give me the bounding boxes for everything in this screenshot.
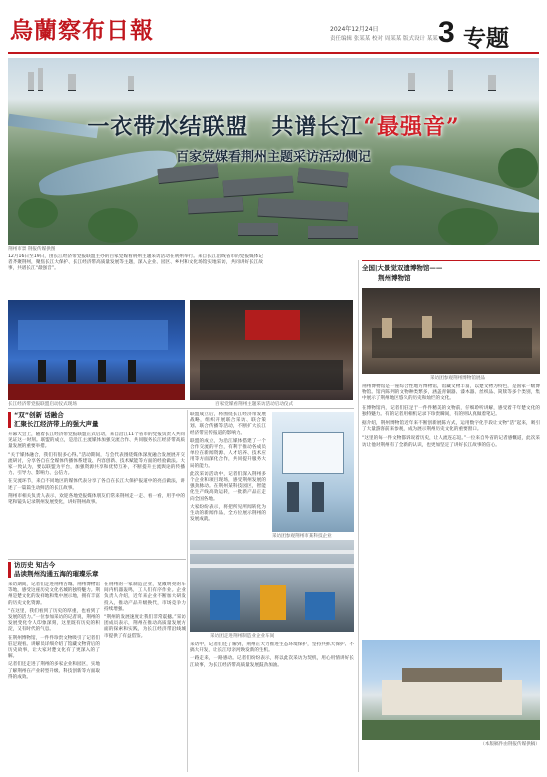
right-section-body bbox=[362, 384, 540, 684]
lab-photo bbox=[272, 412, 354, 532]
hero-headline bbox=[8, 110, 539, 141]
footer-note: （本版稿件由荆报传媒供稿） bbox=[480, 742, 540, 747]
meeting-photo bbox=[190, 300, 353, 400]
section-title: 专题 bbox=[463, 26, 509, 52]
column3b-paragraph: 一路走来，一路感动。记者们纷纷表示，将以此次采访为契机，用心用情讲好长江故事，为长江经济带高质量发展鼓劲加油。 bbox=[190, 656, 354, 668]
column2b-body bbox=[104, 582, 186, 772]
column2b-paragraph: “荆州的发展速度让我们非常震撼。”采访团成员表示，荆州在推动高质量发展方面的探索和实践，为长江经济带沿线城市提供了有益借鉴。 bbox=[104, 615, 186, 639]
right-paragraph: “这里的每一件文物都诉说着历史，让人流连忘返。”一位来自外省的记者感慨道，此次采访让他对荆州有了全新的认识，也更加坚定了讲好长江故事的信心。 bbox=[362, 436, 540, 448]
right-paragraph: 荆州博物馆是一座综合性地方博物馆，馆藏文物丰富，以楚文物为特色，是国家一级博物馆。馆内陈列的文物种类繁多，涵盖青铜器、漆木器、丝织品、简牍等多个类别，集中展示了荆州地区悠久的历史和灿烂的文化。 bbox=[362, 384, 540, 402]
right-paragraph: 在博物馆内，记者们驻足于一件件精美的文物前，仔细聆听讲解，感受着千年楚文化的独特魅力。有的记者用相机记录下珍贵瞬间，有的则认真做着笔记。 bbox=[362, 405, 540, 417]
factory-caption: 采访团走进荆州制造业企业车间 bbox=[210, 634, 275, 639]
hero-photo bbox=[8, 58, 539, 245]
section1-title: “双”创新 话融合 bbox=[14, 411, 64, 419]
masthead bbox=[0, 0, 547, 56]
newspaper-title: 烏蘭察布日報 bbox=[10, 17, 154, 44]
editor-credits: 责任编辑 张某某 校对 周某某 版式设计 某某 bbox=[330, 36, 438, 42]
column-divider bbox=[187, 410, 188, 772]
hero-headline-main: 一衣带水结联盟 共谱长江 bbox=[87, 114, 364, 140]
issue-date: 2024年12月24日 bbox=[330, 26, 379, 33]
section2-title: 访历史 知古今 bbox=[14, 561, 56, 569]
column3b-paragraph: 采访中，记者们还了解到，荆州正大力推进生态环境保护，坚持共抓大保护、不搞大开发，让长江母亲河焕发新的生机。 bbox=[190, 642, 354, 654]
right-section-title-line1: 全国|大景觉双遗博物馆—— bbox=[362, 264, 443, 272]
column2-paragraph: 此次采访活动中，记者们深入荆州多个企业和项目现场，感受荆州发展的强劲脉动。在荆州某科技园区，智能化生产线高效运转，一批新产品正走向全国各地。 bbox=[190, 471, 266, 502]
column2-body bbox=[190, 412, 266, 537]
section1-body bbox=[8, 432, 185, 557]
page-number: 3 bbox=[438, 16, 455, 49]
column2-paragraph: 大家纷纷表示，将把所见所闻转化为生动的新闻作品，全方位展示荆州的发展成就。 bbox=[190, 504, 266, 523]
stage-caption: 长江经济带党报联盟启动仪式现场 bbox=[8, 402, 77, 407]
section1-paragraph: 荆州市相关负责人表示，欢迎各地党报媒体朋友们常来荆州走一走、看一看，用手中的笔和镜头记录荆州发展变化，讲好荆州故事。 bbox=[8, 493, 185, 506]
section1-paragraph: 开幕大会上，随着长江经济带党报联盟正式启动，来自沿江11个省市的党报负责人共同见证这一时刻。联盟的成立，是沿江主流媒体加强交流合作、共同服务长江经济带高质量发展的重要举措。 bbox=[8, 432, 185, 450]
museum-photo bbox=[362, 288, 540, 374]
stage-photo bbox=[8, 300, 185, 400]
section2-marker bbox=[8, 562, 11, 578]
meeting-caption: 百家党媒看荆州主题采访活动启动仪式 bbox=[215, 402, 294, 407]
hero-subheadline: 百家党媒看荆州主题采访活动侧记 bbox=[175, 150, 371, 165]
museum-caption: 采访团参观荆州博物馆展品 bbox=[430, 376, 486, 381]
museum-building-photo bbox=[362, 640, 540, 740]
column2-paragraph: 联盟成立后，将围绕长江经济带发展战略，组织开展联合采访、联合策划、联合传播等活动，不断扩大长江经济带宣传报道的影响力。 bbox=[190, 412, 266, 436]
intro-paragraph: 12月16日至19日，由长江经济带党报联盟主办的百家党媒看荆州主题采访活动在荆州举行。来自长江沿线省市的党报媒体记者齐聚荆州，聚焦长江大保护、长江经济带高质量发展等主题，深入企业、园区、乡村和文化场馆实地采访，共同讲好长江故事，共谱长江“最强音”。 bbox=[8, 254, 263, 272]
section2-paragraph: 在荆州博物馆，一件件珍贵文物吸引了记者们驻足观看。讲解员详细介绍了馆藏文物背后的历史故事，让大家对楚文化有了更深入的了解。 bbox=[8, 635, 100, 660]
right-section-rule bbox=[362, 260, 540, 261]
section2-paragraph: 采访期间，记者们走进荆州古城、荆州博物馆等地，感受这座历史文化名城的独特魅力。荆州是楚文化的发祥地和集中展示地，拥有丰富的历史文化资源。 bbox=[8, 582, 100, 606]
horizontal-divider bbox=[8, 408, 354, 409]
section2-paragraph: 记者们还走进了荆州的多家企业和园区，实地了解荆州在产业转型升级、科技创新等方面取得的成效。 bbox=[8, 662, 100, 680]
column3b-body bbox=[190, 642, 354, 772]
lab-caption: 采访团参观荆州市某科技企业 bbox=[272, 534, 332, 539]
masthead-divider bbox=[8, 52, 539, 54]
column2b-paragraph: 在荆州的一家制造企业，宽敞明亮的车间内机器轰鸣，工人们有序作业。企业负责人介绍，近年来企业不断加大研发投入，推动产品升级换代，市场竞争力持续增强。 bbox=[104, 582, 186, 612]
section2-subtitle: 品读荆州沟通五海的璀璨乐章 bbox=[14, 570, 99, 578]
hero-caption: 荆州市景 荆报传媒供图 bbox=[8, 247, 56, 252]
right-section-title-line2: 荆州博物馆 bbox=[378, 274, 411, 282]
column2-paragraph: 联盟的成立，为沿江媒体搭建了一个合作交流的平台，有利于推动各成员单位在新闻资源、人才培养、技术应用等方面深化合作，共同提升服务大局的能力。 bbox=[190, 438, 266, 469]
section1-paragraph: 在交流环节，来自不同地区的媒体代表分享了各自在长江大保护报道中的亮点做法，讲述了一篇篇生动鲜活的长江故事。 bbox=[8, 479, 185, 491]
section1-subtitle: 汇聚长江经济带上的强大声量 bbox=[14, 420, 99, 428]
section2-paragraph: “在这里，我们看到了历史的厚重，也看到了发展的活力。”一位参加采访的记者说，荆州的发展变化令人印象深刻，这里既有历史的积淀，又有时代的气息。 bbox=[8, 608, 100, 633]
factory-photo bbox=[190, 540, 354, 632]
column-divider bbox=[358, 260, 359, 772]
hero-headline-highlight: “最强音” bbox=[363, 114, 460, 140]
horizontal-divider bbox=[8, 559, 186, 560]
section1-paragraph: “关于媒体融合，我们有很多心得。”活动期间，与会代表围绕媒体深度融合发展展开交流研讨，分享各自在全媒体传播体系建设、内容创新、技术赋能等方面的经验做法。大家一致认为，要以联盟为平台，加强资源共享和优势互补，不断提升主流舆论的传播力、引导力、影响力、公信力。 bbox=[8, 452, 185, 477]
right-paragraph: 据介绍，荆州博物馆近年来不断创新展陈方式，运用数字化手段让文物“活”起来，吸引了大量游客前来参观，成为展示荆州历史文化的重要窗口。 bbox=[362, 421, 540, 433]
section1-marker bbox=[8, 412, 11, 428]
section2-body bbox=[8, 582, 100, 772]
